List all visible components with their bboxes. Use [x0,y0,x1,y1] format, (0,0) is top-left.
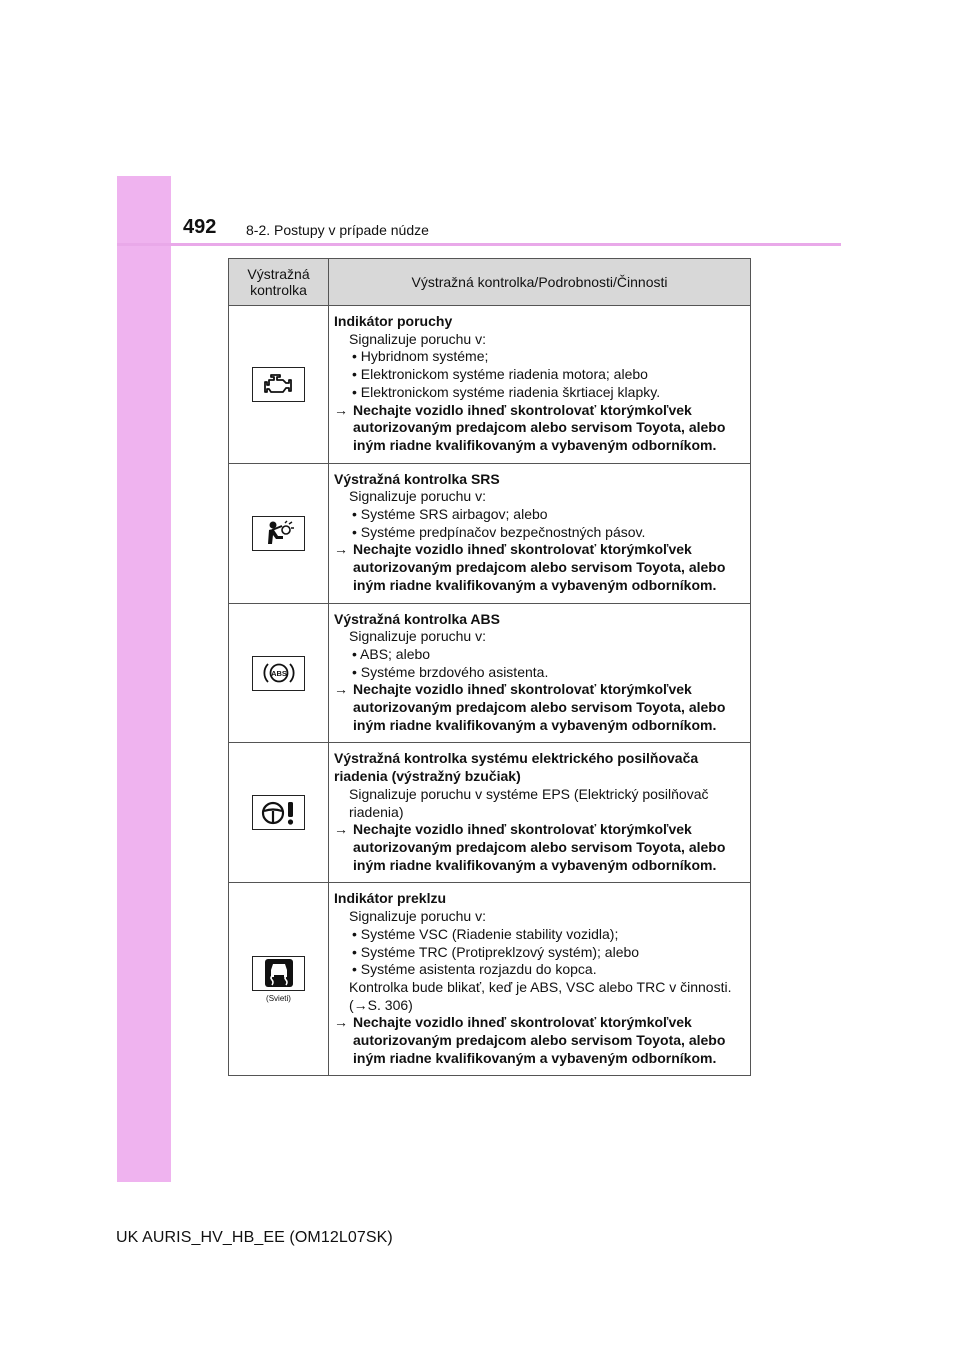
power-steering-warning-icon [252,795,305,830]
page-number: 492 [183,216,217,238]
header-divider [117,243,841,246]
side-tab-bar [117,176,171,1182]
table-row [229,743,751,883]
arrow-icon: → [334,401,348,418]
details-cell [329,306,751,464]
srs-airbag-icon [252,516,305,551]
column-header-light-line2: kontrolka [250,282,307,298]
warning-title: Indikátor preklzu [334,890,447,907]
warning-light-cell [229,883,329,1076]
details-cell [329,883,751,1076]
action-instruction [334,821,748,874]
table-row [229,603,751,743]
detail-line: Signalizuje poruchu v: [349,628,486,645]
bullet-item: • ABS; alebo [352,645,431,662]
detail-line: Signalizuje poruchu v: [349,330,486,347]
details-cell [329,603,751,743]
abs-icon [252,656,305,691]
table-row [229,883,751,1076]
slip-indicator-icon [252,956,305,991]
bullet-item: • Elektronickom systéme riadenia motora; alebo [352,366,648,383]
warning-title: Výstražná kontrolka SRS [334,470,500,487]
detail-line: Signalizuje poruchu v: [349,488,486,505]
table-row [229,463,751,603]
bullet-item: • Systéme VSC (Riadenie stability vozidla); [352,925,619,942]
bullet-item: • Elektronickom systéme riadenia škrtiacej klapky. [352,383,661,400]
section-title: 8-2. Postupy v prípade núdze [246,222,429,238]
svg-text:ABS: ABS [270,669,287,678]
warning-title: Výstražná kontrolka systému elektrického posilňovača riadenia (výstražný bzučiak) [334,750,699,785]
table-header-row [229,259,751,306]
warning-lights-table [228,258,751,1076]
detail-line: Signalizuje poruchu v systéme EPS (Elektrický posilňovač riadenia) [349,785,709,820]
bullet-item: • Systéme SRS airbagov; alebo [352,506,548,523]
icon-status-note: (Svieti) [266,994,291,1004]
bullet-item: • Systéme asistenta rozjazdu do kopca. [352,961,597,978]
bullet-item: • Systéme TRC (Protipreklzový systém); alebo [352,943,640,960]
bullet-item: • Hybridnom systéme; [352,348,489,365]
arrow-icon: → [334,1014,348,1031]
arrow-icon: → [334,681,348,698]
arrow-icon: → [334,821,348,838]
column-header-details: Výstražná kontrolka/Podrobnosti/Činnosti [329,259,751,306]
action-text: Nechajte vozidlo ihneď skontrolovať ktorýmkoľvek autorizovaným predajcom alebo servisom Toyota, alebo iným riadne kvalifikovaným a vybaveným odborníkom. [353,401,726,453]
action-text: Nechajte vozidlo ihneď skontrolovať ktorýmkoľvek autorizovaným predajcom alebo servisom Toyota, alebo iným riadne kvalifikovaným a vybaveným odborníkom. [353,821,726,873]
bullet-item: • Systéme brzdového asistenta. [352,663,549,680]
warning-light-cell [229,743,329,883]
detail-line: Signalizuje poruchu v: [349,908,486,925]
action-instruction [334,1014,748,1067]
column-header-light-line1: Výstražná [247,266,310,282]
warning-title: Výstražná kontrolka ABS [334,610,500,627]
warning-title: Indikátor poruchy [334,313,453,329]
action-text: Nechajte vozidlo ihneď skontrolovať ktorýmkoľvek autorizovaným predajcom alebo servisom Toyota, alebo iným riadne kvalifikovaným a vybaveným odborníkom. [353,541,726,593]
action-text: Nechajte vozidlo ihneď skontrolovať ktorýmkoľvek autorizovaným predajcom alebo servisom Toyota, alebo iným riadne kvalifikovaným a vybaveným odborníkom. [353,681,726,733]
table-row [229,306,751,464]
action-instruction [334,541,748,594]
action-instruction [334,402,748,455]
warning-light-cell [229,463,329,603]
warning-light-cell [229,306,329,464]
bullet-item: • Systéme predpínačov bezpečnostných pásov. [352,523,646,540]
model-code-footer: UK AURIS_HV_HB_EE (OM12L07SK) [116,1229,393,1246]
details-cell [329,463,751,603]
engine-malfunction-icon [252,367,305,402]
detail-line: Kontrolka bude blikať, keď je ABS, VSC alebo TRC v činnosti. (→S. 306) [349,978,732,1013]
column-header-light [229,259,329,306]
details-cell [329,743,751,883]
arrow-icon: → [334,541,348,558]
action-text: Nechajte vozidlo ihneď skontrolovať ktorýmkoľvek autorizovaným predajcom alebo servisom Toyota, alebo iným riadne kvalifikovaným a vybaveným odborníkom. [353,1014,726,1066]
warning-light-cell [229,603,329,743]
action-instruction [334,681,748,734]
